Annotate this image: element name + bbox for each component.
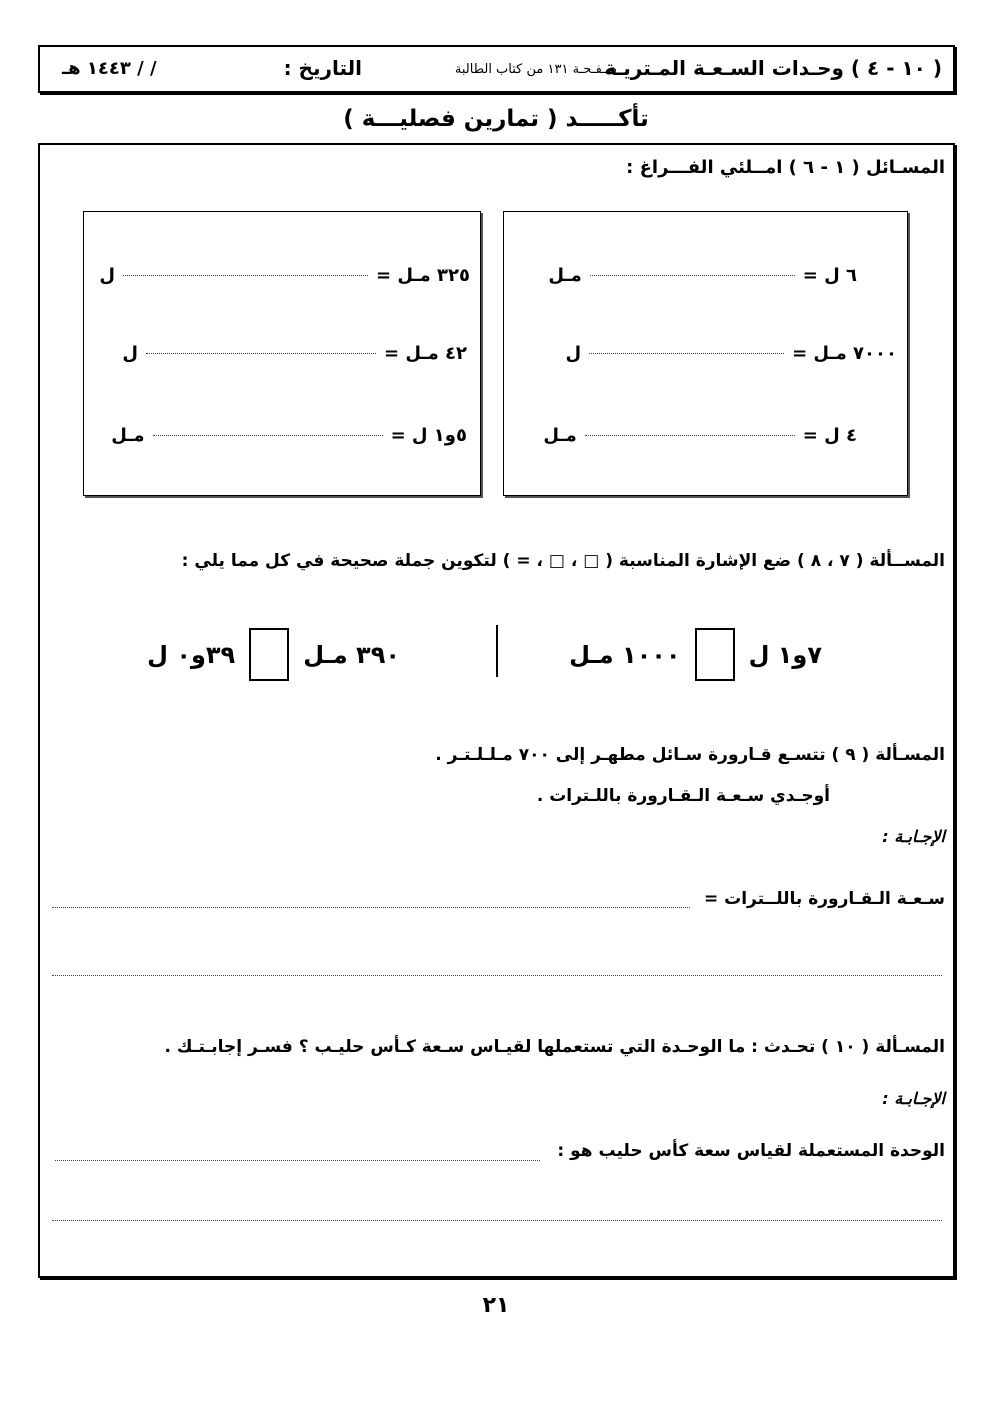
answer-blank[interactable] [585, 435, 795, 436]
exercise-5: ٤٢ مـل = ل [122, 343, 467, 364]
exercise-2: ٧٠٠٠ مـل = ل [565, 343, 897, 364]
q10-answer-label: الوحدة المستعملة لقياس سعة كأس حليب هو : [557, 1141, 945, 1161]
q9-answer-label: سـعـة الـقـارورة باللــترات = [703, 889, 945, 909]
exercise-6: ٥و١ ل = مـل [111, 425, 467, 446]
q10-text: المسـألة ( ١٠ ) تحـدث : ما الوحـدة التي تستعملها لقيـاس سـعة كـأس حليـب ؟ فسـر إجابـتـك . [164, 1037, 945, 1057]
sign-box[interactable] [249, 628, 289, 681]
exercise-3: ٤ ل = مـل [543, 425, 857, 446]
answer-label: الإجـابـة : [882, 1089, 945, 1108]
answer-blank[interactable] [590, 275, 795, 276]
answer-blank[interactable] [589, 353, 784, 354]
exercise-4: ٣٢٥ مـل = ل [99, 265, 470, 286]
sign-box[interactable] [695, 628, 735, 681]
answer-line[interactable] [52, 907, 690, 908]
answer-blank[interactable] [146, 353, 376, 354]
q9-text: المسـألة ( ٩ ) تتسـع قـارورة سـائل مطهـر إلى ٧٠٠ مـلـلـتـر . [435, 745, 945, 765]
answer-line[interactable] [52, 975, 942, 976]
page-title: تأكـــــد ( تمارين فصليـــة ) [343, 106, 649, 132]
answer-label: الإجـابـة : [882, 827, 945, 846]
page-reference: صـفـحـة ١٣١ من كتاب الطالبة [454, 62, 617, 77]
answer-line[interactable] [55, 1160, 540, 1161]
answer-line[interactable] [52, 1220, 942, 1221]
answer-blank[interactable] [153, 435, 383, 436]
lesson-title: ( ١٠ - ٤ ) وحـدات السـعـة المـتريـة [604, 56, 942, 80]
q9-task: أوجـدي سـعـة الـقـارورة باللـترات . [536, 786, 830, 806]
q1-6-prompt: المسـائل ( ١ - ٦ ) امــلئي الفـــراغ : [626, 157, 945, 178]
q7-8-prompt: المســألة ( ٧ ، ٨ ) ضع الإشارة المناسبة ( □ ، □ ، = ) لتكوين جملة صحيحة في كل مما يلي : [181, 551, 945, 571]
exercise-1: ٦ ل = مـل [548, 265, 857, 286]
date-value: / / ١٤٤٣ هـ [62, 58, 157, 79]
date-label: التاريخ : [283, 56, 362, 80]
comparison-7: ٧و١ ل ١٠٠٠ مـل [569, 628, 822, 681]
page-number: ٢١ [482, 1293, 510, 1318]
divider [496, 625, 498, 677]
comparison-8: ٣٩٠ مـل ٣٩و٠ ل [147, 628, 400, 681]
answer-blank[interactable] [123, 275, 368, 276]
